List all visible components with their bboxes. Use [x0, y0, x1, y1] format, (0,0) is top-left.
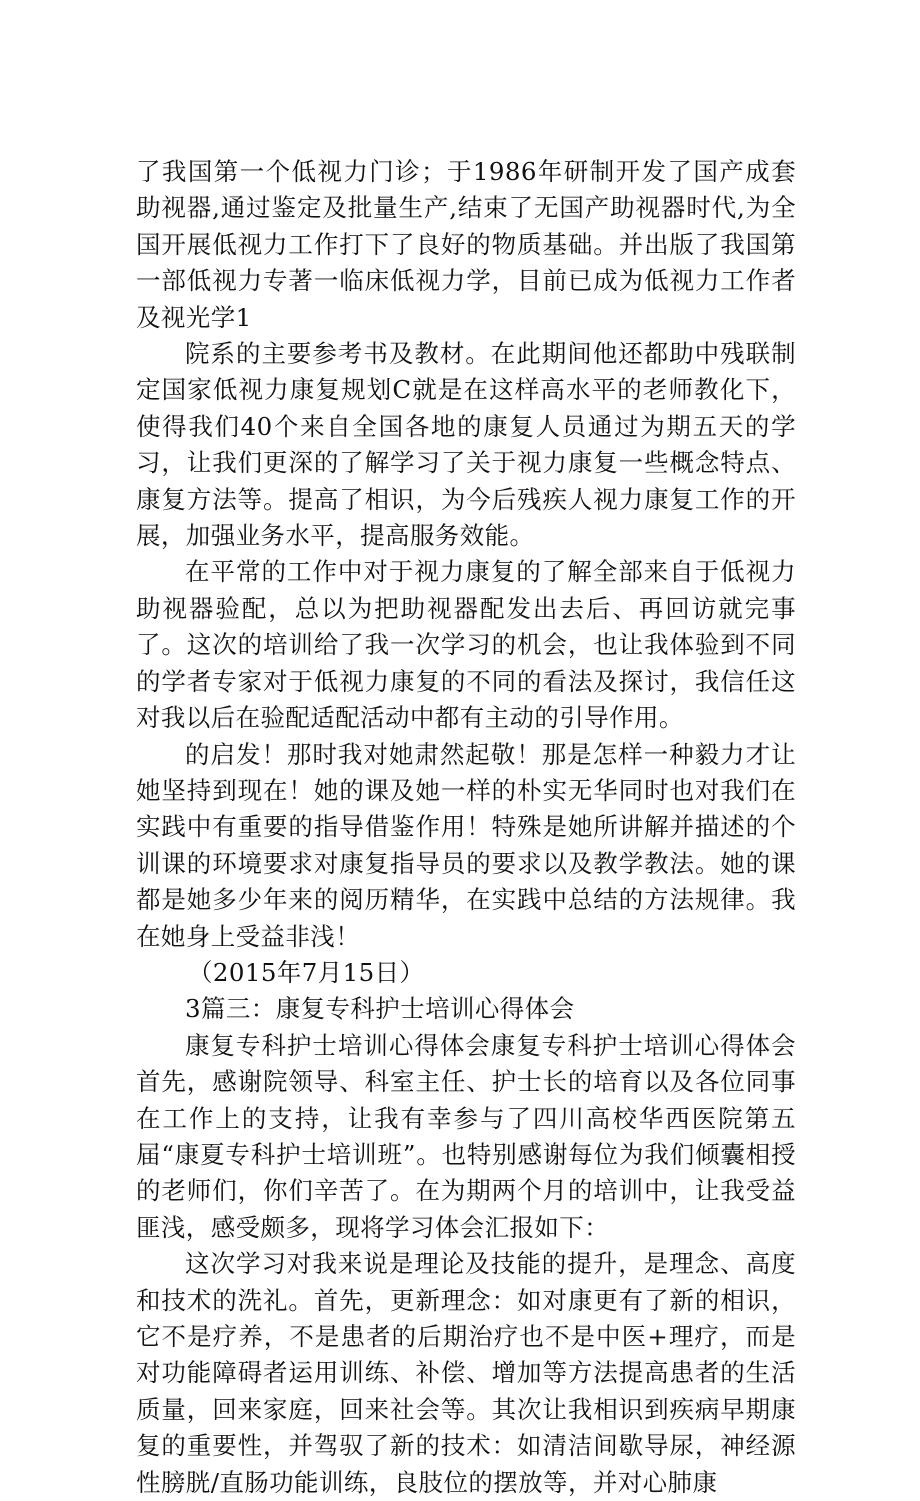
- date-line: （2015年7月15日）: [188, 957, 425, 987]
- paragraph-continuation: 了我国第一个低视力门诊；于1986年研制开发了国产成套助视器,通过鉴定及批量生产,结束了无国产助视器时代,为全国开展低视力工作打下了良好的物质基础。并出版了我国第一部低视力专著一临床低视力学，目前已成为低视力工作者及视光学1: [136, 157, 796, 332]
- section-heading: 3篇三：康复专科护士培训心得体会: [185, 994, 575, 1024]
- document-body: [136, 154, 796, 1501]
- paragraph-acknowledgement: 康复专科护士培训心得体会康复专科护士培训心得体会首先，感谢院领导、科室主任、护士长的培育以及各位同事在工作上的支持，让我有幸参与了四川高校华西医院第五届“康夏专科护士培训班”。也特别感谢每位为我们倾囊相授的老师们，你们辛苦了。在为期两个月的培训中，让我受益匪浅，感受颇多，现将学习体会汇报如下：: [136, 1030, 796, 1242]
- paragraph-inspiration: 的启发！那时我对她肃然起敬！那是怎样一种毅力才让她坚持到现在！她的课及她一样的朴实无华同时也对我们在实践中有重要的指导借鉴作用！特殊是她所讲解并描述的个训课的环境要求对康复指导员的要求以及教学教法。她的课都是她多少年来的阅历精华，在实践中总结的方法规律。我在她身上受益非浅！: [136, 739, 796, 951]
- paragraph-daily-work: 在平常的工作中对于视力康复的了解全部来自于低视力助视器验配，总以为把助视器配发出去后、再回访就完事了。这次的培训给了我一次学习的机会，也让我体验到不同的学者专家对于低视力康复的不同的看法及探讨，我信任这对我以后在验配适配活动中都有主动的引导作用。: [136, 557, 796, 733]
- paragraph-training-course: 院系的主要参考书及教材。在此期间他还都助中残联制定国家低视力康复规划C就是在这样高水平的老师教化下，使得我们40个来自全国各地的康复人员通过为期五天的学习，让我们更深的了解学习了关于视力康复一些概念特点、康复方法等。提高了相识，为今后残疾人视力康复工作的开展，加强业务水平，提高服务效能。: [136, 339, 796, 551]
- paragraph-learning-summary: 这次学习对我来说是理论及技能的提升，是理念、高度和技术的洗礼。首先，更新理念：如对康更有了新的相识，它不是疗养，不是患者的后期治疗也不是中医+理疗，而是对功能障碍者运用训练、补偿、增加等方法提高患者的生活质量，回来家庭，回来社会等。其次让我相识到疾病早期康复的重要性，并驾驭了新的技术：如清洁间歇导尿，神经源性膀胱/直肠功能训练，良肢位的摆放等，并对心肺康: [136, 1249, 796, 1497]
